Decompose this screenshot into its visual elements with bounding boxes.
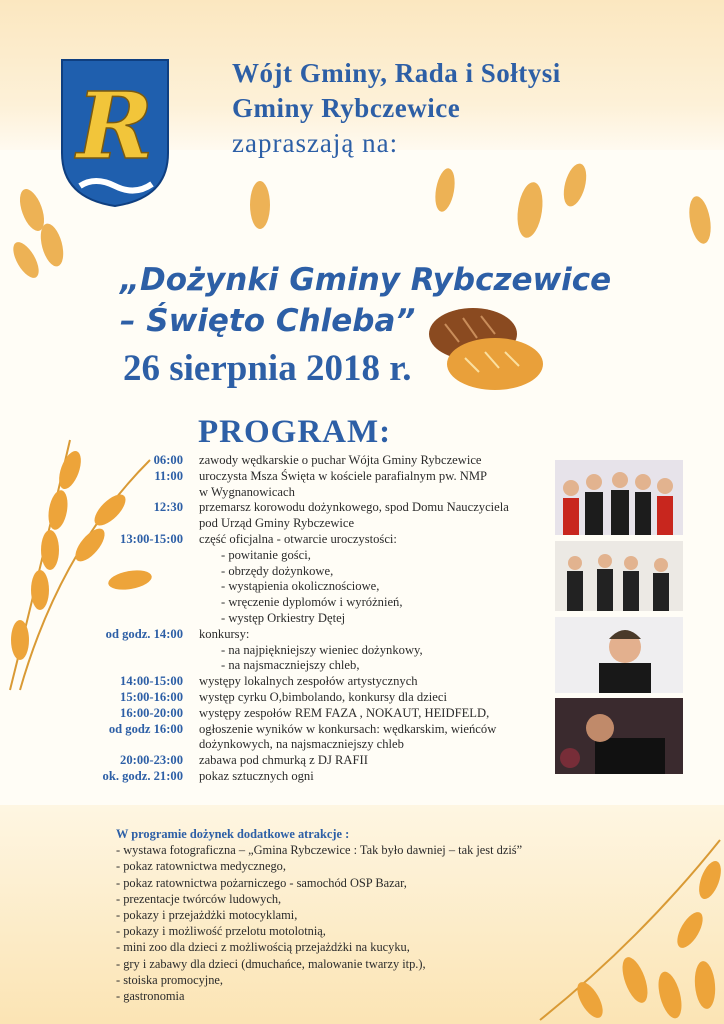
band-photo-2 <box>555 541 683 611</box>
bread-icon <box>425 302 545 394</box>
schedule-row: od godz 16:00 ogłoszenie wyników w konkursach: wędkarskim, wieńców <box>108 721 497 736</box>
schedule-row: pod Urząd Gminy Rybczewice <box>199 516 355 531</box>
header-invite: zapraszają na: <box>232 128 399 158</box>
schedule-row: 11:00 uroczysta Msza Święta w kościele parafialnym pw. NMP <box>154 468 488 483</box>
list-item: - gastronomia <box>116 989 185 1004</box>
svg-text:R: R <box>76 72 154 180</box>
schedule-row: 06:00 zawody wędkarskie o puchar Wójta Gminy Rybczewice <box>153 453 482 467</box>
schedule-row: - na najsmaczniejszy chleb, <box>221 658 360 673</box>
schedule-row: - obrzędy dożynkowe, <box>221 563 334 578</box>
event-title-line1: „Dożynki Gminy Rybczewice <box>120 262 612 298</box>
event-title-line2: – Święto Chleba” <box>120 303 416 339</box>
schedule-row: w Wygnanowicach <box>199 484 295 499</box>
schedule-row: od godz. 14:00 konkursy: <box>105 626 250 641</box>
list-item: - prezentacje twórców ludowych, <box>116 891 282 906</box>
program-heading: PROGRAM: <box>198 414 392 450</box>
schedule-row: - występ Orkiestry Dętej <box>221 610 346 625</box>
wheat-bottom-right-icon <box>520 820 724 1024</box>
band-photo-4 <box>555 698 683 774</box>
program-schedule <box>90 453 540 785</box>
schedule-row: 12:30 przemarsz korowodu dożynkowego, spod Domu Nauczyciela <box>153 500 509 515</box>
band-photo-3 <box>555 617 683 693</box>
header-municipality: Gminy Rybczewice <box>232 93 461 123</box>
schedule-row: dożynkowych, na najsmaczniejszy chleb <box>199 737 404 752</box>
schedule-row: ok. godz. 21:00 pokaz sztucznych ogni <box>102 768 314 783</box>
extra-attractions <box>116 826 522 1004</box>
schedule-row: 13:00-15:00 część oficjalna - otwarcie uroczystości: <box>120 531 397 546</box>
list-item: - pokazy i możliwość przelotu motolotnią, <box>116 924 326 939</box>
schedule-row: - powitanie gości, <box>221 547 311 562</box>
schedule-row: 14:00-15:00 występy lokalnych zespołów artystycznych <box>120 674 418 689</box>
list-item: - wystawa fotograficzna – „Gmina Rybczewice : Tak było dawniej – tak jest dziś” <box>116 843 523 858</box>
header-organizers: Wójt Gminy, Rada i Sołtysi <box>232 58 561 88</box>
band-photo-1 <box>555 460 683 535</box>
extras-heading: W programie dożynek dodatkowe atrakcje : <box>116 827 350 841</box>
event-date: 26 sierpnia 2018 r. <box>123 348 412 389</box>
schedule-row: 15:00-16:00 występ cyrku O,bimbolando, konkursy dla dzieci <box>120 689 447 704</box>
coat-of-arms-icon <box>60 58 170 208</box>
list-item: - gry i zabawy dla dzieci (dmuchańce, malowanie twarzy itp.), <box>116 956 426 971</box>
schedule-row: - wręczenie dyplomów i wyróżnień, <box>221 595 403 610</box>
schedule-row: - na najpiękniejszy wieniec dożynkowy, <box>221 642 423 657</box>
list-item: - mini zoo dla dzieci z możliwością przejażdżki na kucyku, <box>116 940 410 955</box>
list-item: - pokazy i przejażdżki motocyklami, <box>116 908 298 923</box>
list-item: - pokaz ratownictwa pożarniczego - samochód OSP Bazar, <box>116 875 407 890</box>
schedule-row: - wystąpienia okolicznościowe, <box>221 579 380 594</box>
list-item: - stoiska promocyjne, <box>116 972 224 987</box>
list-item: - pokaz ratownictwa medycznego, <box>116 859 286 874</box>
schedule-row: 16:00-20:00 występy zespołów REM FAZA , NOKAUT, HEIDFELD, <box>120 705 490 720</box>
schedule-row: 20:00-23:00 zabawa pod chmurką z DJ RAFII <box>120 753 368 768</box>
